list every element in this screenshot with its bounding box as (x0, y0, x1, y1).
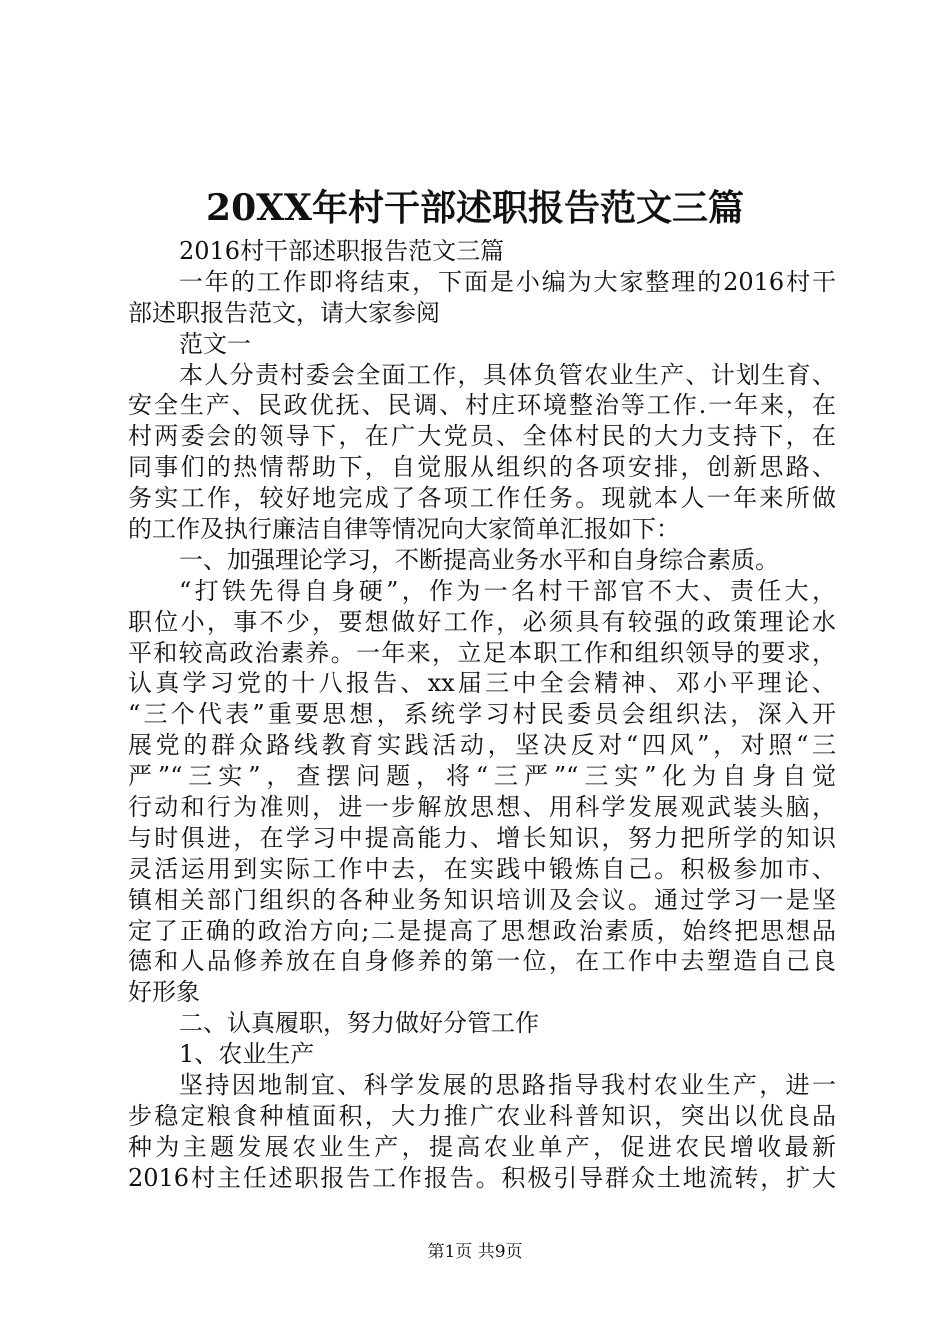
paragraph-line: 定了正确的政治方向;二是提高了思想政治素质，始终把思想品 (128, 916, 836, 945)
paragraph-line: 展党的群众路线教育实践活动，坚决反对“四风”，对照“三 (128, 731, 836, 760)
paragraph-line: 坚持因地制宜、科学发展的思路指导我村农业生产，进一 (179, 1071, 836, 1100)
paragraph-line: 好形象 (128, 978, 200, 1007)
paragraph-line: 二、认真履职，努力做好分管工作 (179, 1009, 539, 1038)
paragraph-line: “三个代表”重要思想，系统学习村民委员会组织法，深入开 (128, 700, 836, 729)
paragraph-line: 2016村主任述职报告工作报告。积极引导群众土地流转，扩大 (128, 1163, 836, 1192)
paragraph-line: 步稳定粮食种植面积，大力推广农业科普知识，突出以优良品 (128, 1101, 836, 1130)
page-footer: 第1页 共9页 (427, 1242, 523, 1262)
paragraph-line: 镇相关部门组织的各种业务知识培训及会议。通过学习一是坚 (128, 885, 836, 914)
paragraph-line: 安全生产、民政优抚、民调、村庄环境整治等工作.一年来，在 (128, 391, 836, 420)
paragraph-line: 2016村干部述职报告范文三篇 (179, 237, 505, 265)
paragraph-line: “打铁先得自身硬”，作为一名村干部官不大、责任大， (179, 576, 836, 605)
paragraph-line: 职位小，事不少，要想做好工作，必须具有较强的政策理论水 (128, 607, 836, 636)
paragraph-line: 德和人品修养放在自身修养的第一位，在工作中去塑造自己良 (128, 947, 836, 976)
paragraph-line: 一年的工作即将结束，下面是小编为大家整理的2016村干 (179, 267, 836, 296)
document-title: 20XX年村干部述职报告范文三篇 (206, 187, 744, 229)
paragraph-line: 同事们的热情帮助下，自觉服从组织的各项安排，创新思路、 (128, 453, 836, 482)
paragraph-line: 严”“三实”，查摆问题，将“三严”“三实”化为自身自觉 (128, 762, 836, 791)
document-body (128, 236, 836, 1194)
paragraph-line: 一、加强理论学习，不断提高业务水平和自身综合素质。 (179, 545, 779, 574)
paragraph-line: 的工作及执行廉洁自律等情况向大家简单汇报如下： (128, 515, 680, 544)
paragraph-line: 本人分责村委会全面工作，具体负管农业生产、计划生育、 (179, 360, 836, 389)
paragraph-line: 认真学习党的十八报告、xx届三中全会精神、邓小平理论、 (128, 669, 836, 698)
paragraph-line: 范文一 (179, 329, 251, 358)
paragraph-line: 行动和行为准则，进一步解放思想、用科学发展观武装头脑， (128, 793, 836, 822)
paragraph-line: 种为主题发展农业生产，提高农业单产，促进农民增收最新 (128, 1132, 836, 1161)
paragraph-line: 村两委会的领导下，在广大党员、全体村民的大力支持下，在 (128, 422, 836, 451)
paragraph-line: 部述职报告范文，请大家参阅 (128, 298, 440, 327)
paragraph-line: 与时俱进，在学习中提高能力、增长知识，努力把所学的知识 (128, 823, 836, 852)
paragraph-line: 务实工作，较好地完成了各项工作任务。现就本人一年来所做 (128, 484, 836, 513)
paragraph-line: 平和较高政治素养。一年来，立足本职工作和组织领导的要求， (128, 638, 836, 667)
paragraph-line: 1、农业生产 (179, 1040, 315, 1069)
paragraph-line: 灵活运用到实际工作中去，在实践中锻炼自己。积极参加市、 (128, 854, 836, 883)
